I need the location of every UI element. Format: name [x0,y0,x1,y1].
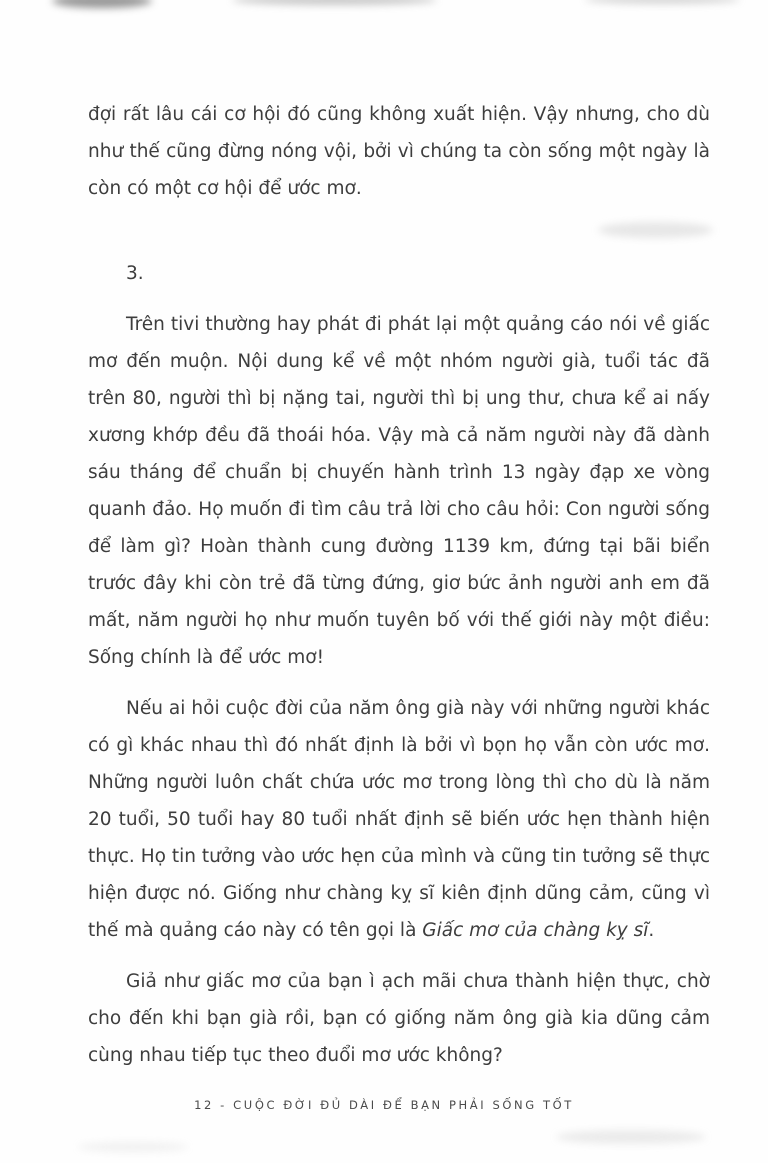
paragraph-1: Trên tivi thường hay phát đi phát lại một quảng cáo nói về giấc mơ đến muộn. Nội dung kể về một nhóm người già, tuổi tác đã trên 80, người thì bị nặng tai, người thì bị ung thư, chưa kể ai nấy xương khớp đều đã thoái hóa. Vậy mà cả năm người này đã dành sáu tháng để chuẩn bị chuyến hành trình 13 ngày đạp xe vòng quanh đảo. Họ muốn đi tìm câu trả lời cho câu hỏi: Con người sống để làm gì? Hoàn thành cung đường 1139 km, đứng tại bãi biển trước đây khi còn trẻ đã từng đứng, giơ bức ảnh người anh em đã mất, năm người họ như muốn tuyên bố với thế giới này một điều: Sống chính là để ước mơ! [88,314,710,668]
scan-smudge-top-right [585,0,740,4]
footer-book-title: CUỘC ĐỜI ĐỦ DÀI ĐỂ BẠN PHẢI SỐNG TỐT [233,1098,574,1112]
paragraph-continuation: đợi rất lâu cái cơ hội đó cũng không xuất hiện. Vậy nhưng, cho dù như thế cũng đừng nóng vội, bởi vì chúng ta còn sống một ngày là còn có một cơ hội để ước mơ. [88,104,710,199]
footer-separator: - [213,1098,234,1112]
paragraph-2-end: . [648,920,655,941]
paragraph-2-text: Nếu ai hỏi cuộc đời của năm ông già này với những người khác có gì khác nhau thì đó nhất định là bởi vì bọn họ vẫn còn ước mơ. Những người luôn chất chứa ước mơ trong lòng thì cho dù là năm 20 tuổi, 50 tuổi hay 80 tuổi nhất định sẽ biến ước hẹn thành hiện thực. Họ tin tưởng vào ước hẹn của mình và cũng tin tưởng sẽ thực hiện được nó. Giống như chàng kỵ sĩ kiên định dũng cảm, cũng vì thế mà quảng cáo này có tên gọi là [88,698,710,941]
scan-smudge-bottom-right [556,1130,706,1144]
section-number: 3. [126,263,144,284]
footer-page-number: 12 [194,1098,214,1112]
paragraph-3: Giả như giấc mơ của bạn ì ạch mãi chưa thành hiện thực, chờ cho đến khi bạn già rồi, bạn có giống năm ông già kia dũng cảm cùng nhau tiếp tục theo đuổi mơ ước không? [88,971,710,1066]
paragraph-2-italic-title: Giấc mơ của chàng kỵ sĩ [422,920,649,941]
page-footer [0,1098,768,1112]
scan-smudge-top-left [52,0,152,8]
paragraph-2 [88,690,710,949]
body-text [88,96,710,1088]
scan-smudge-bottom-left [78,1142,188,1152]
scan-smudge-top-mid [232,0,437,5]
